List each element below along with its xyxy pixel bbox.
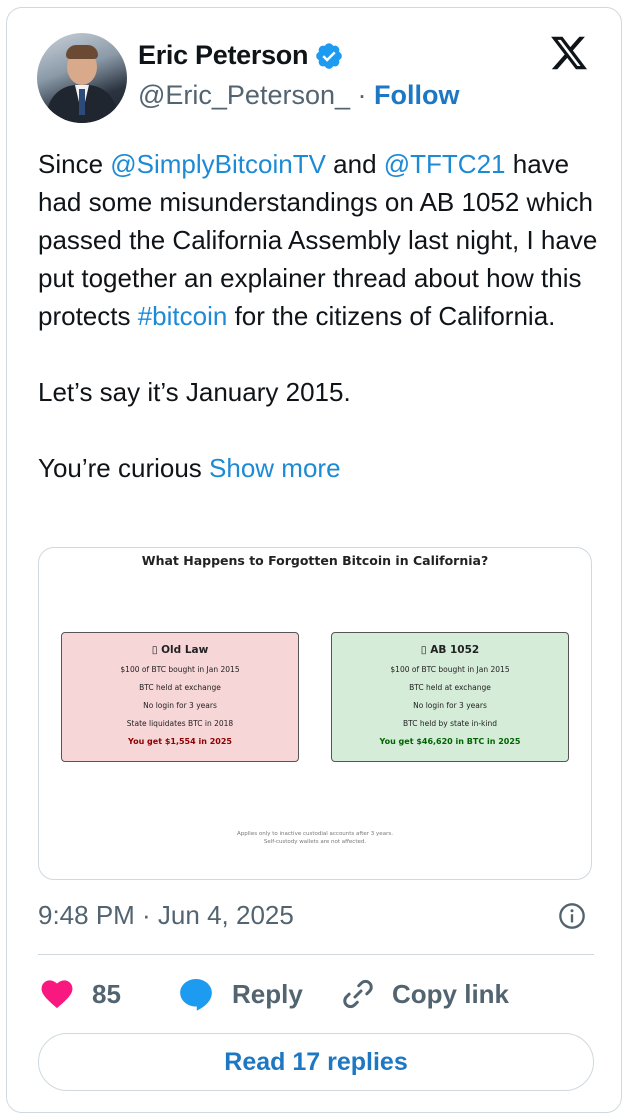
text-segment: have had some misunderstandings on AB 1052 which passed the California Assembly last night, I have put together an explainer thread about how this protects <box>38 149 598 331</box>
ab1052-line: BTC held by state in-kind <box>403 719 497 728</box>
read-replies-button[interactable]: Read 17 replies <box>38 1033 594 1091</box>
follow-button[interactable]: Follow <box>374 80 460 110</box>
text-segment: You’re curious <box>38 453 210 483</box>
text-segment: for the citizens of California. <box>227 301 556 331</box>
separator-dot: · <box>357 80 367 110</box>
author-handle-row <box>138 80 460 111</box>
text-segment: Since <box>38 149 111 179</box>
copy-link-button[interactable] <box>340 972 509 1016</box>
action-bar <box>38 972 594 1016</box>
ab1052-box <box>331 632 569 762</box>
old-law-result: You get $1,554 in 2025 <box>128 737 232 746</box>
ab1052-result: You get $46,620 in BTC in 2025 <box>379 737 521 746</box>
old-law-title: ▯ Old Law <box>151 644 209 656</box>
copy-link-label: Copy link <box>392 978 510 1009</box>
avatar[interactable] <box>37 33 127 123</box>
old-law-line: $100 of BTC bought in Jan 2015 <box>120 665 240 674</box>
tweet-paragraph-2: Let’s say it’s January 2015. <box>38 377 351 407</box>
old-law-line: State liquidates BTC in 2018 <box>126 719 234 728</box>
ab1052-title: ▯ AB 1052 <box>420 644 480 656</box>
tweet-text <box>38 145 598 487</box>
heart-icon <box>38 976 76 1012</box>
footnote-line: Applies only to inactive custodial accounts after 3 years. <box>237 831 393 837</box>
old-law-box <box>61 632 299 762</box>
ab1052-line: No login for 3 years <box>413 701 487 710</box>
media-image[interactable] <box>38 547 592 880</box>
infographic-title: What Happens to Forgotten Bitcoin in California? <box>141 553 489 568</box>
avatar-hair <box>66 45 98 59</box>
reply-label: Reply <box>232 978 303 1009</box>
divider <box>38 954 594 955</box>
avatar-tie <box>79 89 85 115</box>
info-icon[interactable] <box>558 902 586 930</box>
mention-simplybitcointv[interactable]: @SimplyBitcoinTV <box>110 149 326 179</box>
hashtag-bitcoin[interactable]: #bitcoin <box>137 301 228 331</box>
show-more-link[interactable]: Show more <box>209 453 341 483</box>
infographic-footnote <box>39 830 591 846</box>
link-icon <box>340 976 376 1012</box>
reply-bubble-icon <box>176 975 216 1013</box>
mention-tftc21[interactable]: @TFTC21 <box>383 149 506 179</box>
ab1052-line: $100 of BTC bought in Jan 2015 <box>390 665 510 674</box>
author-name[interactable] <box>138 40 344 71</box>
author-name-text[interactable]: Eric Peterson <box>138 40 309 70</box>
reply-button[interactable] <box>176 972 303 1016</box>
tweet-paragraph-1 <box>38 145 598 335</box>
old-law-line: No login for 3 years <box>143 701 217 710</box>
x-logo-icon[interactable] <box>548 33 590 73</box>
ab1052-line: BTC held at exchange <box>409 683 491 692</box>
tweet-timestamp[interactable]: 9:48 PM · Jun 4, 2025 <box>38 900 294 930</box>
like-count: 85 <box>92 978 121 1009</box>
verified-badge-icon <box>314 41 344 71</box>
old-law-line: BTC held at exchange <box>139 683 221 692</box>
like-button[interactable] <box>38 972 121 1016</box>
footnote-line: Self-custody wallets are not affected. <box>263 839 367 845</box>
tweet-paragraph-3 <box>38 449 598 487</box>
author-handle[interactable]: @Eric_Peterson_ <box>138 80 351 110</box>
text-segment: and <box>325 149 384 179</box>
